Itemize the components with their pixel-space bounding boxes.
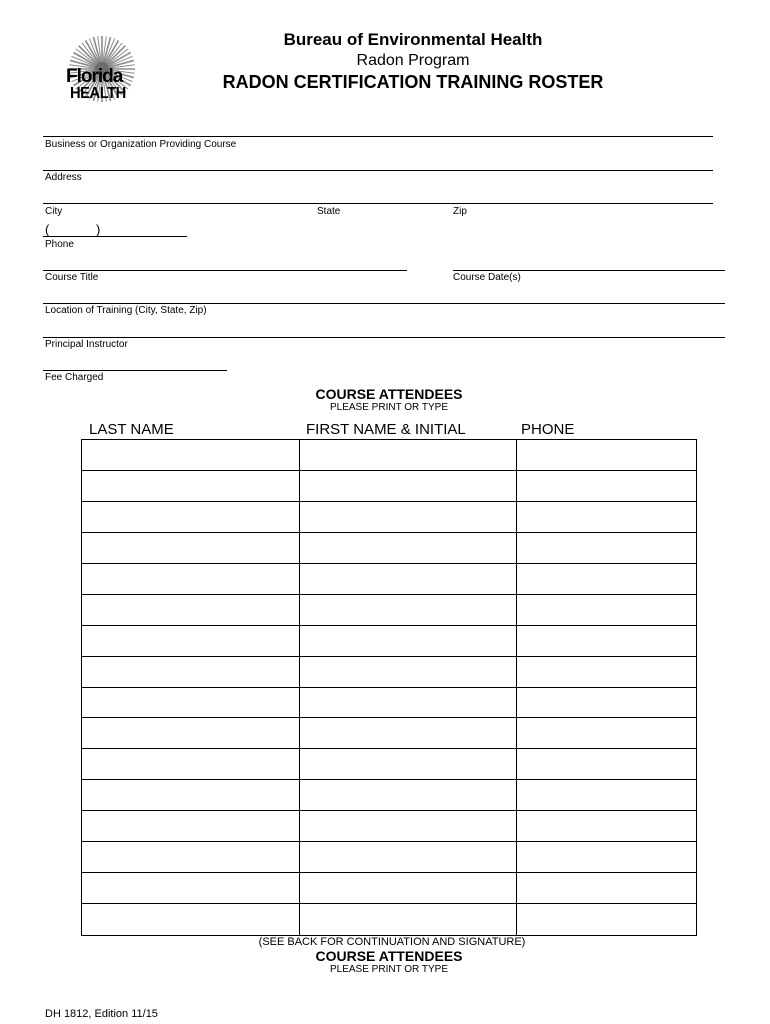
attendee-phone-cell[interactable] — [517, 440, 696, 471]
footer-attendees-subtitle: PLEASE PRINT OR TYPE — [329, 964, 448, 975]
instructor-label: Principal Instructor — [45, 339, 128, 350]
address-label: Address — [45, 172, 82, 183]
attendee-phone-cell[interactable] — [517, 626, 696, 657]
attendee-first-name-cell[interactable] — [300, 749, 517, 780]
attendee-phone-cell[interactable] — [517, 842, 696, 873]
phone-area-close-paren: ) — [96, 222, 101, 237]
page-title: RADON CERTIFICATION TRAINING ROSTER — [222, 72, 604, 92]
attendees-subtitle: PLEASE PRINT OR TYPE — [329, 402, 448, 413]
attendee-phone-cell[interactable] — [517, 595, 696, 626]
attendee-last-name-cell[interactable] — [82, 471, 300, 502]
city-state-zip-field[interactable] — [43, 203, 713, 204]
attendee-phone-cell[interactable] — [517, 471, 696, 502]
instructor-field[interactable] — [43, 337, 725, 338]
business-label: Business or Organization Providing Course — [45, 139, 237, 150]
column-header-first-name: FIRST NAME & INITIAL — [306, 421, 466, 438]
attendee-first-name-cell[interactable] — [300, 471, 517, 502]
attendee-phone-cell[interactable] — [517, 873, 696, 904]
attendee-phone-cell[interactable] — [517, 749, 696, 780]
attendee-first-name-cell[interactable] — [300, 502, 517, 533]
attendee-phone-cell[interactable] — [517, 688, 696, 719]
attendee-first-name-cell[interactable] — [300, 533, 517, 564]
attendee-phone-cell[interactable] — [517, 780, 696, 811]
address-field[interactable] — [43, 170, 713, 171]
program-heading: Radon Program — [356, 52, 470, 69]
attendee-first-name-cell[interactable] — [300, 595, 517, 626]
location-field[interactable] — [43, 303, 725, 304]
attendee-phone-cell[interactable] — [517, 564, 696, 595]
attendees-table — [81, 439, 697, 936]
attendee-phone-cell[interactable] — [517, 811, 696, 842]
attendee-phone-cell[interactable] — [517, 904, 696, 935]
attendee-first-name-cell[interactable] — [300, 904, 517, 935]
attendee-first-name-cell[interactable] — [300, 626, 517, 657]
column-header-last-name: LAST NAME — [89, 421, 174, 438]
fee-label: Fee Charged — [45, 372, 104, 383]
attendee-last-name-cell[interactable] — [82, 440, 300, 471]
course-title-field[interactable] — [43, 270, 407, 271]
course-title-label: Course Title — [45, 272, 99, 283]
attendee-first-name-cell[interactable] — [300, 564, 517, 595]
form-edition: DH 1812, Edition 11/15 — [45, 1008, 158, 1020]
attendee-last-name-cell[interactable] — [82, 718, 300, 749]
attendee-first-name-cell[interactable] — [300, 873, 517, 904]
attendee-last-name-cell[interactable] — [82, 533, 300, 564]
attendee-first-name-cell[interactable] — [300, 811, 517, 842]
attendee-first-name-cell[interactable] — [300, 780, 517, 811]
attendee-first-name-cell[interactable] — [300, 688, 517, 719]
footer-attendees-title: COURSE ATTENDEES — [315, 948, 463, 964]
attendee-last-name-cell[interactable] — [82, 904, 300, 935]
fee-field[interactable] — [43, 370, 227, 371]
logo-text-health: HEALTH — [70, 85, 126, 102]
attendee-last-name-cell[interactable] — [82, 564, 300, 595]
attendee-first-name-cell[interactable] — [300, 718, 517, 749]
bureau-heading: Bureau of Environmental Health — [283, 30, 543, 49]
attendee-phone-cell[interactable] — [517, 502, 696, 533]
column-header-phone: PHONE — [521, 421, 575, 438]
attendee-last-name-cell[interactable] — [82, 657, 300, 688]
attendee-last-name-cell[interactable] — [82, 780, 300, 811]
attendee-phone-cell[interactable] — [517, 718, 696, 749]
attendee-first-name-cell[interactable] — [300, 440, 517, 471]
business-field[interactable] — [43, 136, 713, 137]
location-label: Location of Training (City, State, Zip) — [45, 305, 207, 316]
city-label: City — [45, 206, 63, 217]
phone-field[interactable] — [43, 236, 187, 237]
course-dates-label: Course Date(s) — [453, 272, 521, 283]
phone-area-open-paren: ( — [45, 222, 50, 237]
attendee-last-name-cell[interactable] — [82, 595, 300, 626]
attendee-first-name-cell[interactable] — [300, 657, 517, 688]
attendee-last-name-cell[interactable] — [82, 811, 300, 842]
attendee-last-name-cell[interactable] — [82, 873, 300, 904]
attendee-phone-cell[interactable] — [517, 657, 696, 688]
continuation-note: (SEE BACK FOR CONTINUATION AND SIGNATURE) — [258, 936, 526, 948]
attendee-last-name-cell[interactable] — [82, 749, 300, 780]
attendee-last-name-cell[interactable] — [82, 688, 300, 719]
attendee-last-name-cell[interactable] — [82, 626, 300, 657]
attendee-last-name-cell[interactable] — [82, 842, 300, 873]
course-dates-field[interactable] — [453, 270, 725, 271]
phone-label: Phone — [45, 239, 74, 250]
state-label: State — [317, 206, 341, 217]
attendee-last-name-cell[interactable] — [82, 502, 300, 533]
attendee-phone-cell[interactable] — [517, 533, 696, 564]
zip-label: Zip — [453, 206, 467, 217]
logo-text-florida: Florida — [66, 66, 123, 87]
attendee-first-name-cell[interactable] — [300, 842, 517, 873]
attendees-title: COURSE ATTENDEES — [315, 386, 463, 402]
